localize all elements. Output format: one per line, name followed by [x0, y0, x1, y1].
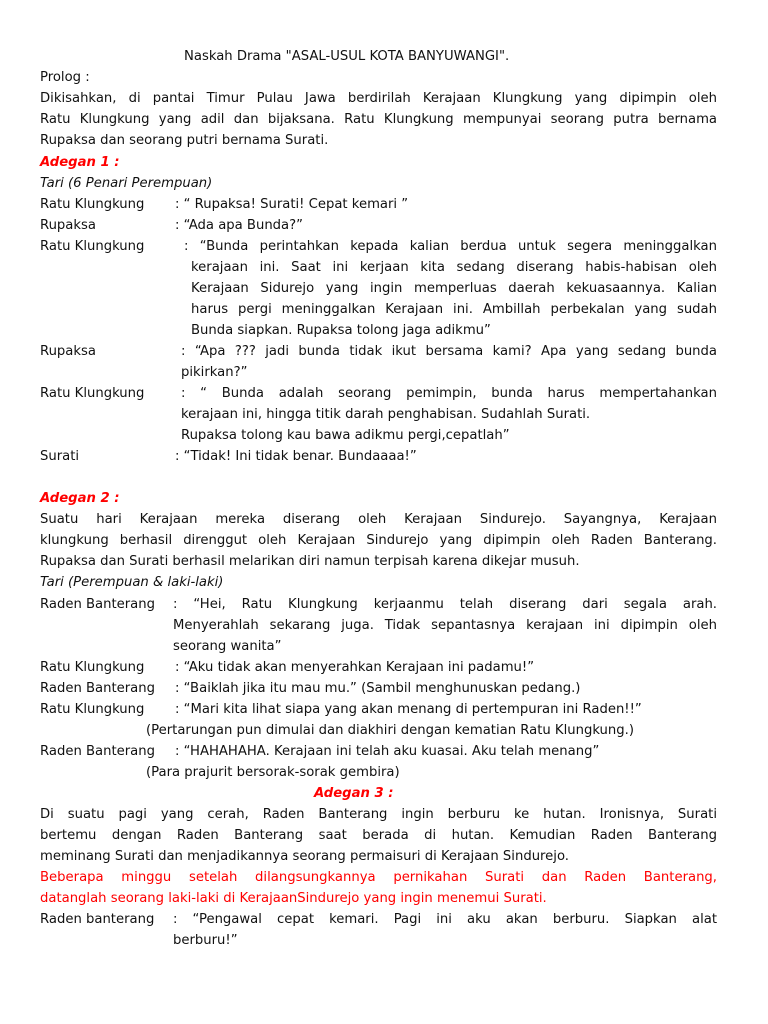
speaker-name: Ratu Klungkung	[40, 702, 145, 717]
stage-direction: (Para prajurit bersorak-sorak gembira)	[146, 765, 400, 780]
narration-line: klungkung berhasil direnggut oleh Kerajaan Sindurejo yang dipimpin oleh Raden Banterang.	[40, 533, 717, 548]
dialogue-line: berburu!”	[173, 933, 238, 948]
dialogue-line: : “Mari kita lihat siapa yang akan menang di pertempuran ini Raden!!”	[175, 702, 642, 717]
speaker-name: Surati	[40, 449, 80, 464]
dialogue-line: kerajaan ini. Saat ini kerjaan kita sedang diserang habis-habisan oleh	[191, 260, 717, 275]
dialogue-line: Rupaksa tolong kau bawa adikmu pergi,cepatlah”	[181, 428, 510, 443]
prolog-line: Ratu Klungkung yang adil dan bijaksana. Ratu Klungkung mempunyai seorang putra bernama	[40, 112, 717, 127]
drama-title: Naskah Drama "ASAL-USUL KOTA BANYUWANGI".	[184, 49, 510, 64]
speaker-name: Raden banterang	[40, 912, 155, 927]
adegan-2-heading: Adegan 2 :	[40, 491, 120, 506]
dialogue-line: : “Tidak! Ini tidak benar. Bundaaaa!”	[175, 449, 417, 464]
speaker-name: Rupaksa	[40, 218, 96, 233]
narration-line: Rupaksa dan Surati berhasil melarikan diri namun terpisah karena dikejar musuh.	[40, 554, 580, 569]
dialogue-line: : “ Rupaksa! Surati! Cepat kemari ”	[175, 197, 409, 212]
speaker-name: Ratu Klungkung	[40, 197, 145, 212]
dialogue-line: : “Baiklah jika itu mau mu.” (Sambil menghunuskan pedang.)	[175, 681, 581, 696]
narration-line: meminang Surati dan menjadikannya seorang permaisuri di Kerajaan Sindurejo.	[40, 849, 569, 864]
dialogue-line: pikirkan?”	[181, 365, 248, 380]
dialogue-line: : “Hei, Ratu Klungkung kerjaanmu telah diserang dari segala arah.	[173, 597, 717, 612]
red-narration-line: Beberapa minggu setelah dilangsungkannya pernikahan Surati dan Raden Banterang,	[40, 870, 717, 885]
speaker-name: Ratu Klungkung	[40, 386, 145, 401]
dialogue-line: : “Ada apa Bunda?”	[175, 218, 303, 233]
dialogue-line: Kerajaan Sidurejo yang ingin memperluas daerah kekuasaannya. Kalian	[191, 281, 717, 296]
speaker-name: Ratu Klungkung	[40, 239, 145, 254]
prolog-line: Dikisahkan, di pantai Timur Pulau Jawa berdirilah Kerajaan Klungkung yang dipimpin oleh	[40, 91, 717, 106]
dialogue-line: : “Bunda perintahkan kepada kalian berdua untuk segera meninggalkan	[184, 239, 717, 254]
prolog-line: Rupaksa dan seorang putri bernama Surati.	[40, 133, 329, 148]
prolog-label: Prolog :	[40, 70, 90, 85]
dialogue-line: : “Apa ??? jadi bunda tidak ikut bersama kami? Apa yang sedang bunda	[181, 344, 717, 359]
speaker-name: Raden Banterang	[40, 681, 155, 696]
dialogue-line: Bunda siapkan. Rupaksa tolong jaga adikmu”	[191, 323, 491, 338]
dialogue-line: seorang wanita”	[173, 639, 282, 654]
adegan-1-dance: Tari (6 Penari Perempuan)	[40, 176, 213, 191]
adegan-1-heading: Adegan 1 :	[40, 155, 120, 170]
dialogue-line: Menyerahlah sekarang juga. Tidak sepantasnya kerajaan ini dipimpin oleh	[173, 618, 717, 633]
dialogue-line: kerajaan ini, hingga titik darah penghabisan. Sudahlah Surati.	[181, 407, 591, 422]
adegan-3-heading: Adegan 3 :	[314, 786, 394, 801]
dialogue-line: : “Pengawal cepat kemari. Pagi ini aku akan berburu. Siapkan alat	[173, 912, 717, 927]
narration-line: Di suatu pagi yang cerah, Raden Banterang ingin berburu ke hutan. Ironisnya, Surati	[40, 807, 717, 822]
speaker-name: Rupaksa	[40, 344, 96, 359]
red-narration-line: datanglah seorang laki-laki di KerajaanSindurejo yang ingin menemui Surati.	[40, 891, 547, 906]
stage-direction: (Pertarungan pun dimulai dan diakhiri dengan kematian Ratu Klungkung.)	[146, 723, 634, 738]
narration-line: bertemu dengan Raden Banterang saat berada di hutan. Kemudian Raden Banterang	[40, 828, 717, 843]
adegan-2-dance: Tari (Perempuan & laki-laki)	[40, 575, 224, 590]
speaker-name: Raden Banterang	[40, 744, 155, 759]
speaker-name: Ratu Klungkung	[40, 660, 145, 675]
dialogue-line: : “HAHAHAHA. Kerajaan ini telah aku kuasai. Aku telah menang”	[175, 744, 600, 759]
dialogue-line: : “ Bunda adalah seorang pemimpin, bunda harus mempertahankan	[181, 386, 717, 401]
dialogue-line: harus pergi meninggalkan Kerajaan ini. Ambillah perbekalan yang sudah	[191, 302, 717, 317]
narration-line: Suatu hari Kerajaan mereka diserang oleh Kerajaan Sindurejo. Sayangnya, Kerajaan	[40, 512, 717, 527]
speaker-name: Raden Banterang	[40, 597, 155, 612]
dialogue-line: : “Aku tidak akan menyerahkan Kerajaan ini padamu!”	[175, 660, 535, 675]
